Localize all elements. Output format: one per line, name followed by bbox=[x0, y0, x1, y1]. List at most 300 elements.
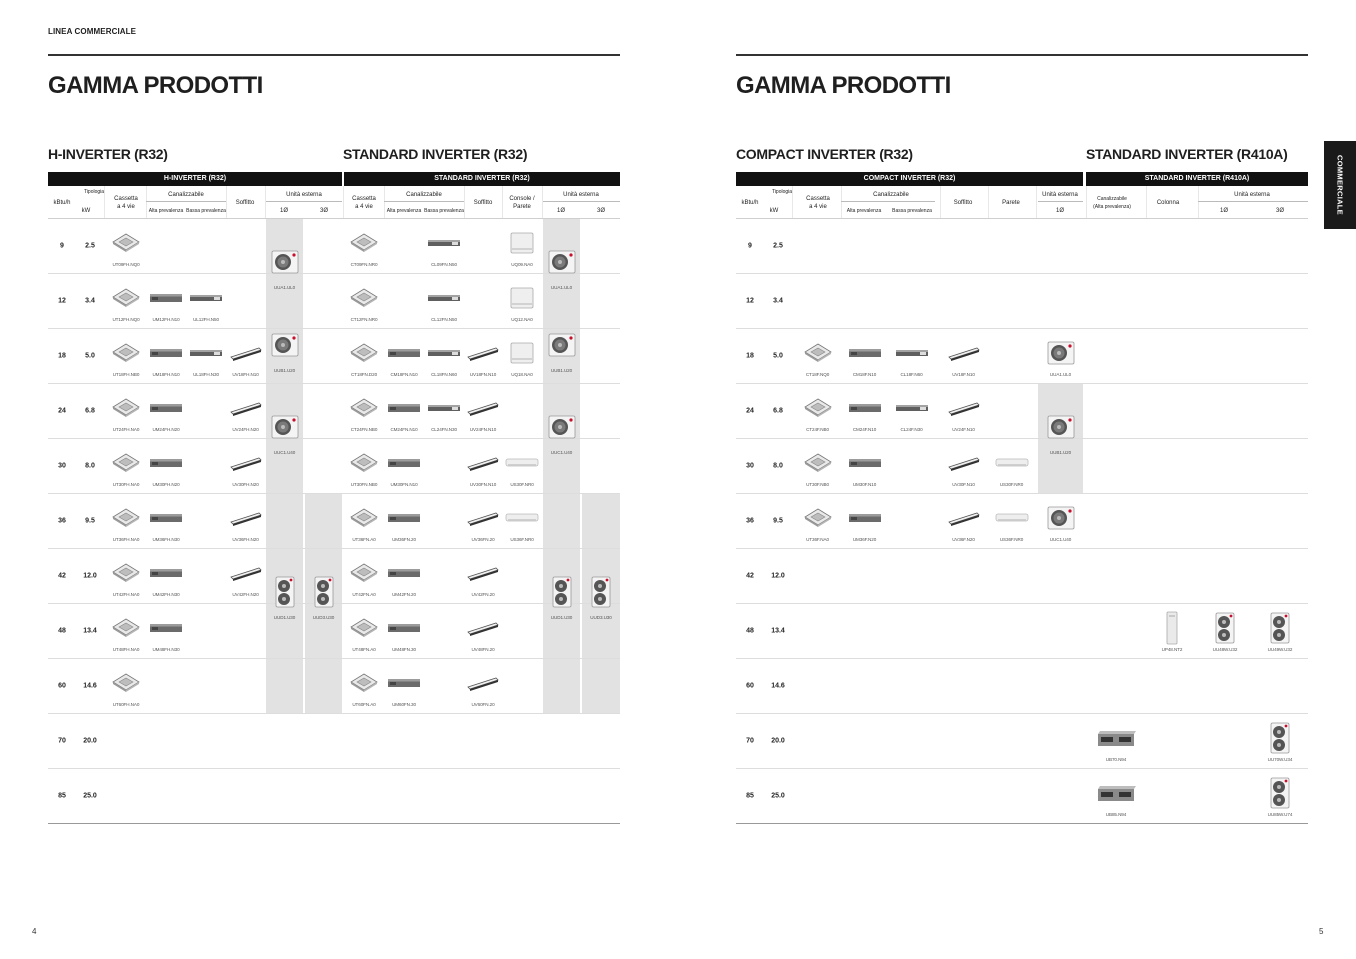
outdoor-single-fan-icon bbox=[1047, 506, 1075, 530]
row-divider bbox=[48, 713, 620, 714]
row-kbtu-value: 48 bbox=[58, 627, 66, 635]
ceiling-icon bbox=[466, 510, 500, 526]
row-divider bbox=[48, 823, 620, 824]
model-code: CM18F.N10 bbox=[852, 372, 877, 377]
big-duct-icon bbox=[1094, 783, 1138, 803]
row-divider bbox=[48, 328, 620, 329]
console-icon bbox=[509, 232, 535, 254]
header-separator bbox=[265, 186, 266, 218]
row-kbtu-value: 70 bbox=[746, 737, 754, 745]
header-separator bbox=[841, 186, 842, 218]
outdoor-double-fan-icon bbox=[1215, 612, 1235, 644]
cassette-icon bbox=[349, 287, 379, 309]
model-code: UT42FN.A0 bbox=[352, 592, 376, 597]
ceiling-icon bbox=[466, 345, 500, 361]
row-kbtu-value: 36 bbox=[746, 517, 754, 525]
duct-icon bbox=[848, 456, 882, 470]
header-cassetta: Cassetta a 4 vie bbox=[114, 196, 138, 210]
row-kw-value: 3.4 bbox=[85, 297, 95, 305]
duct-icon bbox=[848, 401, 882, 415]
outdoor-double-fan-icon bbox=[1270, 722, 1290, 754]
model-code: UM12FH.N10 bbox=[152, 317, 180, 322]
side-tab bbox=[1324, 141, 1356, 229]
side-tab-label: COMMERCIALE bbox=[1335, 155, 1345, 215]
model-code: UQ12.NA0 bbox=[511, 317, 533, 322]
header-console-parete: Console / Parete bbox=[509, 196, 535, 210]
ceiling-icon bbox=[466, 675, 500, 691]
model-code: UT30F.NB0 bbox=[806, 482, 829, 487]
row-kw-value: 8.0 bbox=[85, 462, 95, 470]
row-divider bbox=[48, 273, 620, 274]
header-separator bbox=[384, 186, 385, 218]
duct-icon bbox=[387, 346, 421, 360]
row-kw-value: 25.0 bbox=[83, 792, 97, 800]
row-kbtu-value: 24 bbox=[746, 407, 754, 415]
row-kbtu-value: 12 bbox=[746, 297, 754, 305]
cassette-icon bbox=[111, 507, 141, 529]
model-code: UB85.N94 bbox=[1105, 812, 1127, 817]
duct-icon bbox=[387, 511, 421, 525]
cassette-icon bbox=[111, 562, 141, 584]
cassette-icon bbox=[349, 507, 379, 529]
duct-icon bbox=[149, 456, 183, 470]
model-code: UM36FH.N30 bbox=[152, 537, 180, 542]
duct-slim-icon bbox=[427, 237, 461, 249]
model-code: CL18FN.N60 bbox=[431, 372, 457, 377]
model-code: UT30FH.NA0 bbox=[112, 482, 140, 487]
header-unita-esterna: Unità esterna bbox=[1042, 192, 1078, 198]
header-unita-esterna: Unità esterna bbox=[1234, 192, 1270, 198]
header-monofase: 1Ø bbox=[1219, 208, 1229, 214]
row-divider bbox=[48, 383, 620, 384]
row-kbtu-value: 42 bbox=[58, 572, 66, 580]
row-divider bbox=[736, 273, 1308, 274]
page-title: GAMMA PRODOTTI bbox=[736, 72, 951, 99]
column-icon bbox=[1166, 611, 1178, 645]
row-kw-value: 13.4 bbox=[83, 627, 97, 635]
model-code: UT30FN.NB0 bbox=[350, 482, 378, 487]
row-kbtu-value: 9 bbox=[60, 242, 64, 250]
cassette-icon bbox=[803, 342, 833, 364]
model-code: US30F.NR0 bbox=[510, 482, 534, 487]
header-separator bbox=[104, 186, 105, 218]
console-icon bbox=[509, 342, 535, 364]
row-divider bbox=[736, 328, 1308, 329]
table-bar-compact-inverter: COMPACT INVERTER (R32) bbox=[736, 172, 1083, 186]
model-code: UV24F.N10 bbox=[952, 427, 975, 432]
row-kw-value: 2.5 bbox=[773, 242, 783, 250]
model-code: UUB1.U20 bbox=[273, 367, 296, 373]
row-kw-value: 8.0 bbox=[773, 462, 783, 470]
model-code: UV42FH.N20 bbox=[232, 592, 259, 597]
model-code: UT36F.NA0 bbox=[806, 537, 829, 542]
cassette-icon bbox=[111, 397, 141, 419]
cassette-icon bbox=[111, 287, 141, 309]
header-rule bbox=[736, 54, 1308, 56]
cassette-icon bbox=[803, 452, 833, 474]
row-divider bbox=[736, 658, 1308, 659]
model-code: CT12FN.NR0 bbox=[350, 317, 378, 322]
header-parete: Parete bbox=[1002, 200, 1020, 206]
model-code: CL09FN.N50 bbox=[431, 262, 457, 267]
model-code: CT09FN.NR0 bbox=[350, 262, 378, 267]
model-code: UUD3.U30 bbox=[590, 615, 612, 620]
section-title-standard-inverter-r410a: STANDARD INVERTER (R410A) bbox=[1086, 146, 1288, 162]
row-kbtu-value: 24 bbox=[58, 407, 66, 415]
outdoor-single-fan-icon bbox=[548, 333, 576, 357]
ceiling-icon bbox=[229, 400, 263, 416]
row-divider bbox=[736, 713, 1308, 714]
header-monofase: 1Ø bbox=[556, 208, 566, 214]
duct-icon bbox=[149, 346, 183, 360]
duct-slim-icon bbox=[427, 292, 461, 304]
header-canalizzabile: Canalizzabile bbox=[873, 192, 909, 198]
ceiling-icon bbox=[947, 400, 981, 416]
outdoor-double-fan-icon bbox=[591, 576, 611, 608]
console-icon bbox=[509, 287, 535, 309]
row-divider bbox=[48, 768, 620, 769]
row-kw-value: 3.4 bbox=[773, 297, 783, 305]
model-code: UQ09.NA0 bbox=[511, 262, 533, 267]
duct-icon bbox=[387, 566, 421, 580]
header-separator bbox=[464, 186, 465, 218]
outdoor-single-fan-icon bbox=[271, 415, 299, 439]
cassette-icon bbox=[111, 342, 141, 364]
model-code: UL12FH.N50 bbox=[193, 317, 219, 322]
model-code: CT24F.NB0 bbox=[806, 427, 829, 432]
header-colonna: Colonna bbox=[1156, 200, 1180, 206]
header-separator bbox=[988, 186, 989, 218]
duct-slim-icon bbox=[189, 347, 223, 359]
outdoor-double-fan-icon bbox=[1270, 612, 1290, 644]
model-code: UU49W.U32 bbox=[1267, 647, 1293, 652]
row-divider bbox=[736, 603, 1308, 604]
model-code: UV24FH.N20 bbox=[232, 427, 259, 432]
model-code: UM60FN.30 bbox=[392, 702, 416, 707]
model-code: UM30FH.N20 bbox=[152, 482, 180, 487]
model-code: CT24FN.NB0 bbox=[350, 427, 378, 432]
duct-icon bbox=[848, 511, 882, 525]
model-code: CL24F.N30 bbox=[900, 427, 923, 432]
row-divider bbox=[736, 823, 1308, 824]
header-trifase: 3Ø bbox=[1275, 208, 1285, 214]
header-soffitto: Soffitto bbox=[953, 200, 973, 206]
duct-slim-icon bbox=[427, 347, 461, 359]
header-separator bbox=[146, 186, 147, 218]
row-kw-value: 13.4 bbox=[771, 627, 785, 635]
outdoor-double-fan-icon bbox=[1270, 777, 1290, 809]
row-kbtu-value: 48 bbox=[746, 627, 754, 635]
cassette-icon bbox=[111, 232, 141, 254]
row-divider bbox=[736, 548, 1308, 549]
ceiling-icon bbox=[466, 620, 500, 636]
model-code: UP48.NT2 bbox=[1161, 647, 1183, 652]
cassette-icon bbox=[803, 397, 833, 419]
duct-icon bbox=[387, 676, 421, 690]
duct-icon bbox=[387, 456, 421, 470]
ceiling-icon bbox=[947, 345, 981, 361]
header-group-line bbox=[1038, 201, 1083, 202]
page-number-right: 5 bbox=[1319, 927, 1324, 936]
row-kbtu-value: 30 bbox=[58, 462, 66, 470]
duct-slim-icon bbox=[895, 347, 929, 359]
outdoor-single-fan-icon bbox=[1047, 341, 1075, 365]
page-number-left: 4 bbox=[32, 927, 37, 936]
model-code: UUC1.U40 bbox=[273, 450, 296, 455]
header-canalizzabile: Canalizzabile bbox=[406, 192, 442, 198]
header-separator bbox=[542, 186, 543, 218]
header-monofase: 1Ø bbox=[279, 208, 289, 214]
cassette-icon bbox=[349, 562, 379, 584]
outdoor-double-fan-icon bbox=[552, 576, 572, 608]
header-separator bbox=[1198, 186, 1199, 218]
model-code: UUB1.U20 bbox=[1049, 450, 1072, 455]
model-code: UM48FH.N30 bbox=[152, 647, 180, 652]
model-code: UUD1.U30 bbox=[550, 615, 573, 620]
header-kw: kW bbox=[81, 208, 91, 214]
model-code: UUC1.U40 bbox=[550, 450, 573, 455]
row-divider bbox=[48, 493, 620, 494]
duct-icon bbox=[848, 346, 882, 360]
model-code: UUB1.U20 bbox=[550, 367, 573, 373]
model-code: UV18FN.N10 bbox=[469, 372, 497, 377]
model-code: UT36FN.A0 bbox=[352, 537, 376, 542]
model-code: US30F.NR0 bbox=[999, 482, 1024, 487]
model-code: UT48FN.A0 bbox=[352, 647, 376, 652]
header-soffitto: Soffitto bbox=[473, 200, 493, 206]
header-bottom-line bbox=[736, 218, 1308, 219]
model-code: UU48W.U32 bbox=[1212, 647, 1238, 652]
model-code: UV18FH.N10 bbox=[232, 372, 259, 377]
outdoor-double-fan-icon bbox=[314, 576, 334, 608]
wall-icon bbox=[505, 512, 539, 524]
header-kw: kW bbox=[769, 208, 779, 214]
model-code: UM30FN.N10 bbox=[390, 482, 418, 487]
ceiling-icon bbox=[229, 455, 263, 471]
row-divider bbox=[736, 493, 1308, 494]
header-bassa-prevalenza: Bassa prevalenza bbox=[892, 208, 932, 214]
model-code: UM48FN.30 bbox=[392, 647, 416, 652]
duct-icon bbox=[149, 621, 183, 635]
header-cassetta: Cassetta a 4 vie bbox=[806, 196, 830, 210]
model-code: CL18F.N60 bbox=[900, 372, 923, 377]
model-code: UU70W.U34 bbox=[1267, 757, 1293, 762]
row-kbtu-value: 36 bbox=[58, 517, 66, 525]
model-code: UB70.N94 bbox=[1105, 757, 1127, 762]
row-kbtu-value: 60 bbox=[58, 682, 66, 690]
row-kw-value: 25.0 bbox=[771, 792, 785, 800]
header-separator bbox=[940, 186, 941, 218]
model-code: UV30F.N10 bbox=[952, 482, 975, 487]
model-code: UV42FN.20 bbox=[471, 592, 495, 597]
duct-slim-icon bbox=[895, 402, 929, 414]
duct-icon bbox=[149, 566, 183, 580]
ceiling-icon bbox=[229, 510, 263, 526]
header-separator bbox=[1036, 186, 1037, 218]
header-separator bbox=[1086, 186, 1087, 218]
model-code: UV18F.N10 bbox=[952, 372, 975, 377]
cassette-icon bbox=[111, 617, 141, 639]
row-kbtu-value: 30 bbox=[746, 462, 754, 470]
cassette-icon bbox=[349, 452, 379, 474]
model-code: UT60FN.A0 bbox=[352, 702, 376, 707]
cassette-icon bbox=[349, 397, 379, 419]
row-kw-value: 6.8 bbox=[85, 407, 95, 415]
row-kbtu-value: 85 bbox=[58, 792, 66, 800]
model-code: UUD1.U30 bbox=[273, 615, 296, 620]
outdoor-unit-shade bbox=[543, 219, 580, 714]
section-title-h-inverter: H-INVERTER (R32) bbox=[48, 146, 168, 162]
cassette-icon bbox=[349, 232, 379, 254]
model-code: UV60FN.20 bbox=[471, 702, 495, 707]
table-bar-standard-inverter: STANDARD INVERTER (R32) bbox=[344, 172, 620, 186]
model-code: UV36FH.N20 bbox=[232, 537, 259, 542]
cassette-icon bbox=[349, 672, 379, 694]
header-separator bbox=[343, 186, 344, 218]
outdoor-single-fan-icon bbox=[271, 250, 299, 274]
row-kw-value: 5.0 bbox=[773, 352, 783, 360]
section-title-standard-inverter: STANDARD INVERTER (R32) bbox=[343, 146, 528, 162]
model-code: UQ18.NA0 bbox=[511, 372, 533, 377]
row-divider bbox=[48, 603, 620, 604]
row-kw-value: 6.8 bbox=[773, 407, 783, 415]
model-code: UV24FN.N10 bbox=[469, 427, 497, 432]
header-bottom-line bbox=[48, 218, 620, 219]
model-code: UT12FH.NQ0 bbox=[112, 317, 140, 322]
row-kw-value: 2.5 bbox=[85, 242, 95, 250]
model-code: UM36F.N20 bbox=[852, 537, 877, 542]
row-kw-value: 5.0 bbox=[85, 352, 95, 360]
model-code: CL24FN.N30 bbox=[431, 427, 457, 432]
row-kbtu-value: 18 bbox=[58, 352, 66, 360]
outdoor-double-fan-icon bbox=[275, 576, 295, 608]
row-kbtu-value: 9 bbox=[748, 242, 752, 250]
model-code: UM18FH.N10 bbox=[152, 372, 180, 377]
row-divider bbox=[48, 438, 620, 439]
row-kbtu-value: 42 bbox=[746, 572, 754, 580]
row-kw-value: 20.0 bbox=[83, 737, 97, 745]
ceiling-icon bbox=[466, 400, 500, 416]
wall-icon bbox=[995, 512, 1029, 524]
outdoor-unit-shade bbox=[266, 219, 303, 714]
header-trifase: 3Ø bbox=[319, 208, 329, 214]
model-code: UV30FN.N10 bbox=[469, 482, 497, 487]
header-group-line bbox=[543, 201, 620, 202]
header-kbtu: kBtu/h bbox=[741, 200, 759, 206]
model-code: UM42FN.20 bbox=[392, 592, 416, 597]
header-group-line bbox=[146, 201, 226, 202]
model-code: UT42FH.NA0 bbox=[112, 592, 140, 597]
model-code: UUA1.UL0 bbox=[1049, 372, 1072, 377]
row-kw-value: 12.0 bbox=[83, 572, 97, 580]
duct-slim-icon bbox=[189, 292, 223, 304]
model-code: US36F.NR0 bbox=[999, 537, 1024, 542]
row-divider bbox=[48, 548, 620, 549]
page-title: GAMMA PRODOTTI bbox=[48, 72, 263, 99]
model-code: CT18F.NQ0 bbox=[805, 372, 830, 377]
row-kw-value: 14.6 bbox=[771, 682, 785, 690]
cassette-icon bbox=[349, 617, 379, 639]
header-alta-prevalenza: Alta prevalenza bbox=[846, 208, 882, 214]
model-code: UM30F.N10 bbox=[852, 482, 877, 487]
header-soffitto: Soffitto bbox=[235, 200, 255, 206]
table-bar-h-inverter: H-INVERTER (R32) bbox=[48, 172, 342, 186]
header-bassa-prevalenza: Bassa prevalenza bbox=[186, 208, 226, 214]
row-kbtu-value: 18 bbox=[746, 352, 754, 360]
model-code: UT18FH.NB0 bbox=[112, 372, 140, 377]
row-kw-value: 20.0 bbox=[771, 737, 785, 745]
header-separator bbox=[792, 186, 793, 218]
duct-icon bbox=[149, 291, 183, 305]
model-code: UM36FN.20 bbox=[392, 537, 416, 542]
header-kbtu: kBtu/h bbox=[53, 200, 71, 206]
cassette-icon bbox=[349, 342, 379, 364]
model-code: CL12FN.N50 bbox=[431, 317, 457, 322]
header-label: LINEA COMMERCIALE bbox=[48, 27, 137, 36]
ceiling-icon bbox=[466, 455, 500, 471]
model-code: UT60FH.NA0 bbox=[112, 702, 140, 707]
model-code: CT18FN.D20 bbox=[350, 372, 378, 377]
row-divider bbox=[736, 768, 1308, 769]
header-separator bbox=[226, 186, 227, 218]
model-code: UT48FH.NA0 bbox=[112, 647, 140, 652]
header-unita-esterna: Unità esterna bbox=[563, 192, 599, 198]
model-code: UV36FN.20 bbox=[471, 537, 495, 542]
model-code: UV48FN.20 bbox=[471, 647, 495, 652]
wall-icon bbox=[505, 457, 539, 469]
row-kbtu-value: 70 bbox=[58, 737, 66, 745]
model-code: UM42FH.N30 bbox=[152, 592, 180, 597]
row-kw-value: 14.6 bbox=[83, 682, 97, 690]
model-code: CM24FN.N10 bbox=[390, 427, 418, 432]
model-code: UL18FH.N30 bbox=[193, 372, 219, 377]
wall-icon bbox=[995, 457, 1029, 469]
model-code: UT09FH.NQ0 bbox=[112, 262, 140, 267]
table-bar-standard-inverter-r410a: STANDARD INVERTER (R410A) bbox=[1086, 172, 1308, 186]
big-duct-icon bbox=[1094, 728, 1138, 748]
duct-slim-icon bbox=[427, 402, 461, 414]
header-tipologia: Tipologia bbox=[771, 189, 793, 195]
header-rule bbox=[48, 54, 620, 56]
model-code: US36F.NR0 bbox=[510, 537, 534, 542]
model-code: UT24FH.NA0 bbox=[112, 427, 140, 432]
row-divider bbox=[48, 658, 620, 659]
row-kbtu-value: 60 bbox=[746, 682, 754, 690]
outdoor-single-fan-icon bbox=[548, 250, 576, 274]
duct-icon bbox=[149, 401, 183, 415]
model-code: UM24FH.N20 bbox=[152, 427, 180, 432]
header-trifase: 3Ø bbox=[596, 208, 606, 214]
section-title-compact-inverter: COMPACT INVERTER (R32) bbox=[736, 146, 913, 162]
header-alta-prevalenza: Alta prevalenza bbox=[386, 208, 422, 214]
model-code: UUA1.UL0 bbox=[273, 285, 296, 290]
ceiling-icon bbox=[947, 455, 981, 471]
ceiling-icon bbox=[947, 510, 981, 526]
model-code: UU85W.U74 bbox=[1267, 812, 1293, 817]
header-bassa-prevalenza: Bassa prevalenza bbox=[424, 208, 464, 214]
cassette-icon bbox=[803, 507, 833, 529]
ceiling-icon bbox=[229, 345, 263, 361]
model-code: UUC1.U40 bbox=[1049, 537, 1072, 542]
outdoor-single-fan-icon bbox=[1047, 415, 1075, 439]
header-canalizzabile-alta-prevalenza: Canalizzabile (Alta prevalenza) bbox=[1093, 196, 1131, 210]
model-code: UV36F.N20 bbox=[952, 537, 975, 542]
model-code: UUA1.UL0 bbox=[550, 285, 573, 290]
header-group-line bbox=[1198, 201, 1308, 202]
duct-icon bbox=[149, 511, 183, 525]
ceiling-icon bbox=[466, 565, 500, 581]
header-separator bbox=[1146, 186, 1147, 218]
